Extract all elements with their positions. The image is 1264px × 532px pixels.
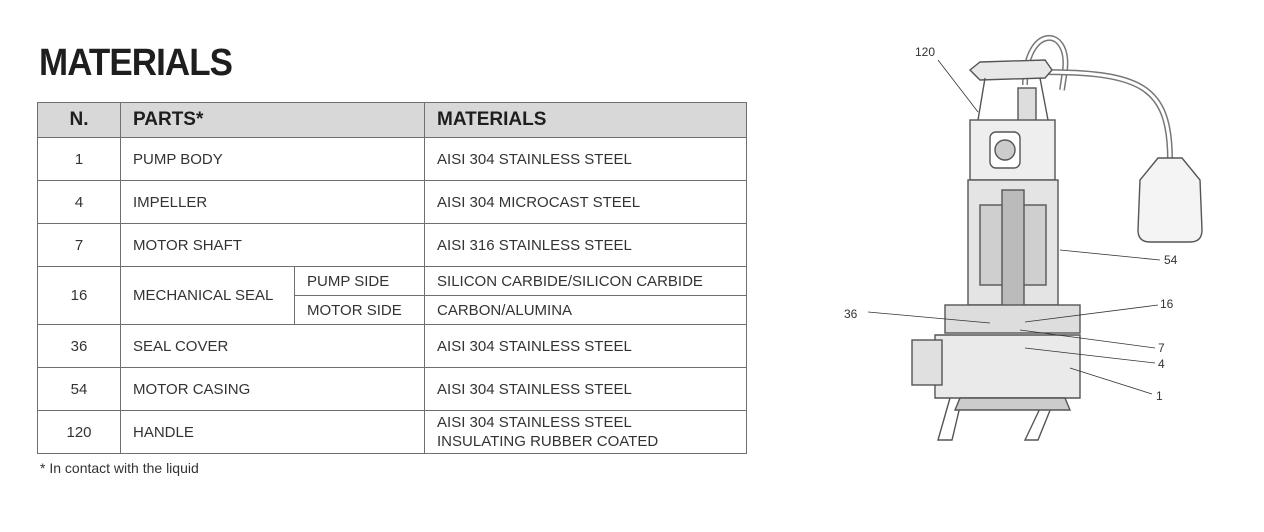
callout-1: 1: [1156, 389, 1163, 403]
row-number: 4: [38, 181, 121, 224]
row-number: 36: [38, 325, 121, 368]
row-part: SEAL COVER: [121, 325, 425, 368]
row-material: AISI 304 STAINLESS STEEL: [425, 325, 747, 368]
callout-4: 4: [1158, 357, 1165, 371]
row-part: PUMP BODY: [121, 138, 425, 181]
row-part: MOTOR CASING: [121, 368, 425, 411]
row-part: MECHANICAL SEAL: [121, 267, 295, 325]
material-line: INSULATING RUBBER COATED: [437, 433, 659, 450]
page-title: MATERIALS: [39, 42, 233, 84]
row-material: AISI 304 MICROCAST STEEL: [425, 181, 747, 224]
callout-120: 120: [915, 45, 936, 59]
row-material: CARBON/ALUMINA: [425, 296, 747, 325]
table-row: [38, 224, 747, 267]
row-number: 7: [38, 224, 121, 267]
callout-16: 16: [1160, 297, 1174, 311]
row-part: MOTOR SHAFT: [121, 224, 425, 267]
table-row: [38, 368, 747, 411]
header-parts: PARTS*: [121, 103, 425, 138]
row-material: AISI 316 STAINLESS STEEL: [425, 224, 747, 267]
row-subpart: PUMP SIDE: [295, 267, 425, 296]
table-row: [38, 411, 747, 454]
callout-36: 36: [844, 307, 858, 321]
row-number: 120: [38, 411, 121, 454]
table-row: [38, 267, 747, 296]
footnote: * In contact with the liquid: [40, 460, 199, 476]
row-material: SILICON CARBIDE/SILICON CARBIDE: [425, 267, 747, 296]
row-number: 54: [38, 368, 121, 411]
row-part: IMPELLER: [121, 181, 425, 224]
materials-table: [37, 102, 747, 454]
material-line: AISI 304 STAINLESS STEEL: [437, 414, 632, 431]
table-row: [38, 138, 747, 181]
row-material: AISI 304 STAINLESS STEEL: [425, 368, 747, 411]
header-number: N.: [38, 103, 121, 138]
row-number: 16: [38, 267, 121, 325]
row-material: [425, 411, 747, 454]
row-number: 1: [38, 138, 121, 181]
table-row: [38, 181, 747, 224]
callout-7: 7: [1158, 341, 1165, 355]
row-part: HANDLE: [121, 411, 425, 454]
row-subpart: MOTOR SIDE: [295, 296, 425, 325]
callout-54: 54: [1164, 253, 1178, 267]
pump-diagram: [840, 30, 1260, 500]
header-materials: MATERIALS: [425, 103, 747, 138]
table-row: [38, 325, 747, 368]
row-material: AISI 304 STAINLESS STEEL: [425, 138, 747, 181]
table-header-row: [38, 103, 747, 138]
